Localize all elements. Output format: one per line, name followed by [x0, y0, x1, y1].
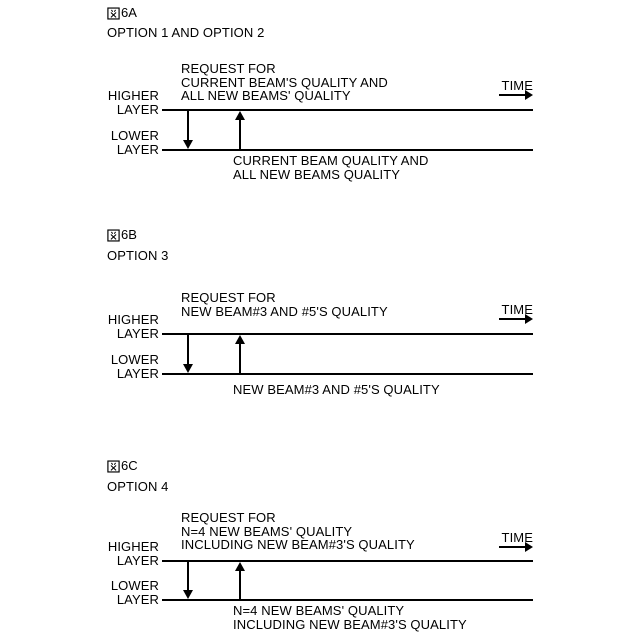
higher-layer-line: [162, 333, 533, 335]
up-arrow-icon: [235, 562, 245, 599]
down-arrow-icon: [183, 562, 193, 599]
report-annotation: N=4 NEW BEAMS' QUALITY INCLUDING NEW BEAM#3'S QUALITY: [233, 603, 467, 632]
figure-label-6b: [107, 227, 137, 242]
time-label: TIME: [501, 302, 533, 317]
request-annotation: REQUEST FOR CURRENT BEAM'S QUALITY AND ALL NEW BEAMS' QUALITY: [181, 61, 388, 103]
time-label: TIME: [501, 78, 533, 93]
lower-layer-line: [162, 599, 533, 601]
figure-number: 6A: [121, 5, 137, 20]
request-annotation: REQUEST FOR N=4 NEW BEAMS' QUALITY INCLUDING NEW BEAM#3'S QUALITY: [181, 510, 415, 552]
option-title: OPTION 4: [107, 479, 169, 494]
figure-label-6a: [107, 5, 137, 20]
down-arrow-icon: [183, 111, 193, 149]
lower-layer-label: LOWER LAYER: [110, 578, 159, 607]
up-arrow-icon: [235, 111, 245, 149]
zu-kanji-icon: [107, 229, 120, 242]
report-annotation: CURRENT BEAM QUALITY AND ALL NEW BEAMS QUALITY: [233, 153, 429, 182]
higher-layer-line: [162, 109, 533, 111]
request-annotation: REQUEST FOR NEW BEAM#3 AND #5'S QUALITY: [181, 290, 388, 319]
option-title: OPTION 3: [107, 248, 169, 263]
zu-kanji-icon: [107, 7, 120, 20]
figure-number: 6B: [121, 227, 137, 242]
lower-layer-label: LOWER LAYER: [110, 128, 159, 157]
down-arrow-icon: [183, 335, 193, 373]
higher-layer-label: HIGHER LAYER: [107, 88, 159, 117]
time-arrow-icon: [499, 546, 525, 548]
report-annotation: NEW BEAM#3 AND #5'S QUALITY: [233, 382, 440, 397]
figure-label-6c: [107, 458, 138, 473]
up-arrow-icon: [235, 335, 245, 373]
zu-kanji-icon: [107, 460, 120, 473]
higher-layer-label: HIGHER LAYER: [107, 539, 159, 568]
figure-number: 6C: [121, 458, 138, 473]
lower-layer-line: [162, 149, 533, 151]
time-arrow-icon: [499, 318, 525, 320]
option-title: OPTION 1 AND OPTION 2: [107, 25, 265, 40]
higher-layer-line: [162, 560, 533, 562]
lower-layer-line: [162, 373, 533, 375]
time-arrow-icon: [499, 94, 525, 96]
lower-layer-label: LOWER LAYER: [110, 352, 159, 381]
higher-layer-label: HIGHER LAYER: [107, 312, 159, 341]
time-label: TIME: [501, 530, 533, 545]
